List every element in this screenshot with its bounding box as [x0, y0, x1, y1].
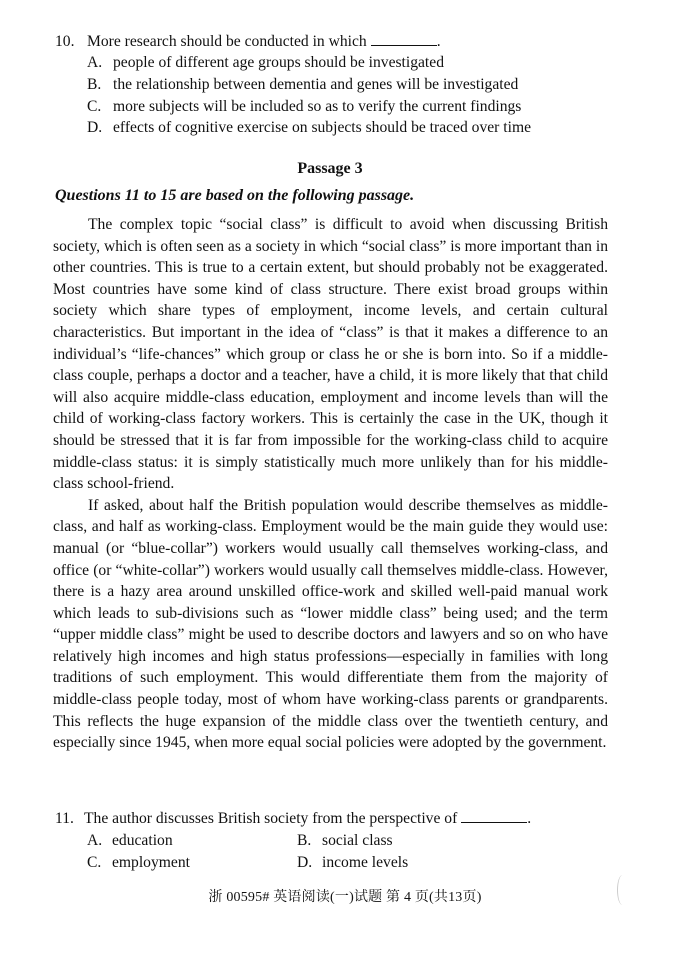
question-11-text: The author discusses British society from the perspective of [84, 810, 458, 827]
question-11-stem [55, 808, 615, 829]
passage-paragraph-1: The complex topic “social class” is difficult to avoid when discussing British society, which is often seen as a society in which “social class” is more important than in other countries. This is true to a certain extent, but should probably not be exaggerated. Most countries have some kind of class structure. There exist broad groups within society which share types of employment, income levels, and certain cultural characteristics. But important in the idea of “class” is that it makes a difference to an individual’s “life-chances” which group or class he or she is born into. So if a middle-class couple, perhaps a doctor and a teacher, have a child, it is more likely that that child will also acquire middle-class education, employment and income levels than will the child of working-class factory workers. This is certainly the case in the UK, though it should be stressed that it is far from impossible for the working-class child to acquire middle-class status: it is simply statistically much more unlikely than for his middle-class school-friend. [53, 216, 608, 493]
option-a: A. education [87, 832, 173, 849]
question-10-end-mark: . [436, 33, 441, 50]
page-footer: 浙 00595# 英语阅读(一)试题 第 4 页(共13页) [208, 890, 482, 905]
passage-body [53, 214, 608, 754]
passage-title: Passage 3 [297, 160, 363, 177]
options-row-2 [87, 852, 507, 874]
question-10-stem [55, 31, 615, 52]
question-10-number: 10. [55, 33, 75, 50]
option-d: D. effects of cognitive exercise on subjects should be traced over time [87, 119, 531, 137]
option-b: B. the relationship between dementia and genes will be investigated [87, 75, 519, 93]
option-d: D. income levels [297, 853, 409, 871]
question-11-end-mark: . [527, 810, 532, 827]
option-c: C. employment [87, 853, 190, 871]
scan-edge-mark [617, 875, 628, 905]
question-10-text: More research should be conducted in which [87, 33, 367, 50]
question-10-options [87, 52, 647, 139]
passage-paragraph-2: If asked, about half the British population would describe themselves as middle-class, and half as working-class. Employment would be the main guide they would use: manual (or “blue-collar”) workers would usually call themselves working-class, and office (or “white-collar”) workers would usually call themselves middle-class. However, there is a hazy area around unskilled office-work and skilled well-paid manual work which leads to sub-divisions such as “lower middle class” being used; and the term “upper middle class” might be used to describe doctors and lawyers and so on who have relatively high incomes and high status professions—especially in families with long traditions of such employment. This would differentiate them from the majority of middle-class people today, most of whom have working-class parents or grandparents. This reflects the huge expansion of the middle class over the twentieth century, and especially since 1945, when more equal social policies were adopted by the government. [53, 496, 608, 752]
answer-blank [461, 808, 527, 823]
question-11-options [87, 830, 507, 873]
options-row-1 [87, 830, 507, 852]
option-a: A. people of different age groups should be investigated [87, 54, 444, 71]
option-b: B. social class [297, 832, 393, 849]
answer-blank [371, 31, 437, 46]
passage-instruction: Questions 11 to 15 are based on the following passage. [55, 187, 415, 204]
option-c: C. more subjects will be included so as to verify the current findings [87, 97, 522, 115]
question-11-number: 11. [55, 810, 74, 827]
